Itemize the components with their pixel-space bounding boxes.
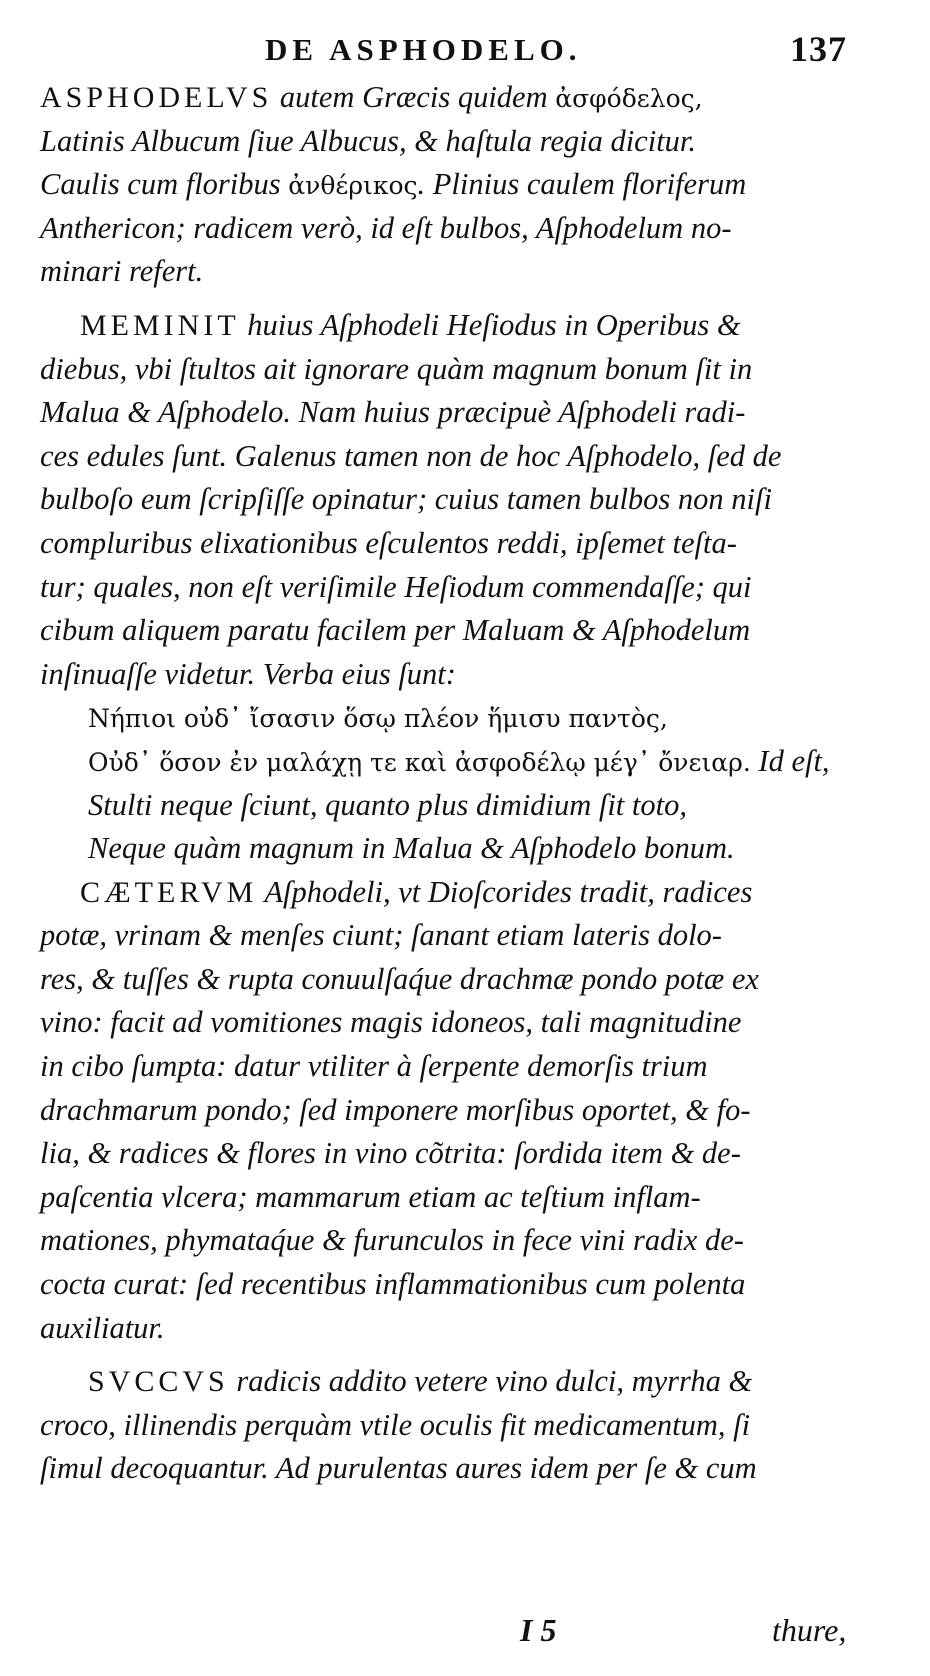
text-line (40, 696, 882, 740)
running-head (0, 28, 930, 78)
line-text: bulboſo eum ſcripſiſſe opinatur; cuius tamen bulbos non niſi (40, 482, 772, 517)
text-line (40, 435, 882, 479)
paragraph-gap (40, 294, 882, 304)
text-line (40, 478, 882, 522)
line-text: Anthericon; radicem verò, id eſt bulbos, Aſphodelum no- (40, 210, 732, 245)
text-line (40, 1089, 882, 1133)
paragraph-gap (40, 1350, 882, 1360)
text-line (40, 566, 882, 610)
text-line (40, 1447, 882, 1491)
text-line (40, 1307, 882, 1351)
text-line (40, 958, 882, 1002)
text-line (40, 1263, 882, 1307)
text-line (40, 914, 882, 958)
line-text: Stulti neque ſciunt, quanto plus dimidium ſit toto, (88, 787, 687, 822)
line-text: mationes, phymataq́ue & furunculos in fece vini radix de- (40, 1223, 744, 1258)
line-text: huius Aſphodeli Heſiodus in Operibus & (239, 307, 741, 342)
small-caps-opening: ASPHODELVS (40, 81, 273, 114)
text-line (40, 1360, 882, 1404)
text-line (40, 871, 882, 915)
text-line (40, 653, 882, 697)
text-line (40, 163, 882, 207)
line-text: ſimul decoquantur. Ad purulentas aures idem per ſe & cum (40, 1451, 757, 1486)
greek-text: Νήπιοι οὐδ᾽ ἴσασιν ὅσῳ πλέον ἥμισυ παντὸς, (88, 704, 668, 734)
text-line (40, 827, 882, 871)
running-title: DE ASPHODELO. (265, 32, 582, 67)
line-text: in cibo ſumpta: datur vtiliter à ſerpente demorſis trium (40, 1049, 708, 1084)
line-text: Caulis cum floribus (40, 167, 289, 202)
text-line (40, 207, 882, 251)
line-text: cibum aliquem paratu facilem per Maluam & Aſphodelum (40, 613, 751, 648)
line-text: diebus, vbi ſtultos ait ignorare quàm magnum bonum ſit in (40, 351, 753, 386)
body-text (40, 76, 882, 1491)
greek-text: Οὐδ᾽ ὅσον ἐν μαλάχῃ τε καὶ ἀσφοδέλῳ μέγ᾽ ὄνειαρ. (88, 747, 751, 777)
text-line (40, 740, 882, 784)
page-number: 137 (790, 29, 847, 69)
line-text: inſinuaſſe videtur. Verba eius ſunt: (40, 656, 456, 691)
line-text: Latinis Albucum ſiue Albucus, & haſtula regia dicitur. (40, 123, 697, 158)
line-text-continued: . Plinius caulem floriferum (417, 167, 747, 202)
line-text-continued: Id eſt, (750, 743, 830, 778)
line-text: croco, illinendis perquàm vtile oculis fit medicamentum, ſi (40, 1407, 751, 1442)
line-text: auxiliatur. (40, 1310, 165, 1345)
line-text: drachmarum pondo; ſed imponere morſibus oportet, & fo- (40, 1092, 751, 1127)
line-text: cocta curat: ſed recentibus inflammationibus cum polenta (40, 1267, 746, 1302)
text-line (40, 391, 882, 435)
text-line (40, 1176, 882, 1220)
text-line (40, 1001, 882, 1045)
text-line (40, 1219, 882, 1263)
small-caps-opening: SVCCVS (88, 1365, 229, 1399)
line-text: paſcentia vlcera; mammarum etiam ac teſtium inflam- (40, 1179, 701, 1214)
text-line (40, 120, 882, 164)
catchword: thure, (772, 1612, 847, 1648)
line-text: Aſphodeli, vt Dioſcorides tradit, radices (257, 874, 753, 909)
text-line (40, 1045, 882, 1089)
text-line (40, 609, 882, 653)
line-text: autem Græcis quidem (272, 80, 556, 114)
line-text: radicis addito vetere vino dulci, myrrha & (228, 1364, 753, 1399)
greek-text: ἀσφόδελος, (555, 84, 703, 113)
page-footer (520, 1612, 847, 1662)
line-text: Malua & Aſphodelo. Nam huius præcipuè Aſphodeli radi- (40, 395, 746, 430)
small-caps-opening: MEMINIT (80, 308, 240, 342)
text-line (40, 250, 882, 294)
line-text: ces edules ſunt. Galenus tamen non de hoc Aſphodelo, ſed de (40, 438, 782, 473)
line-text: potæ, vrinam & menſes ciunt; ſanant etiam lateris dolo- (40, 918, 722, 953)
text-line (40, 76, 882, 120)
line-text: minari refert. (40, 254, 204, 289)
line-text: lia, & radices & flores in vino cõtrita: ſordida item & de- (40, 1136, 741, 1171)
small-caps-opening: CÆTERVM (80, 875, 258, 909)
text-line (40, 784, 882, 828)
line-text: res, & tuſſes & rupta conuulſaq́ue drachmæ pondo potæ ex (40, 961, 759, 996)
text-line (40, 1404, 882, 1448)
text-line (40, 304, 882, 348)
line-text: vino: facit ad vomitiones magis idoneos, tali magnitudine (40, 1005, 742, 1040)
line-text: compluribus elixationibus eſculentos reddi, ipſemet teſta- (40, 525, 737, 560)
signature-mark: I 5 (520, 1612, 557, 1648)
text-line (40, 348, 882, 392)
line-text: tur; quales, non eſt veriſimile Heſiodum commendaſſe; qui (40, 569, 752, 604)
greek-text: ἀνθέρικος (288, 171, 418, 201)
line-text: Neque quàm magnum in Malua & Aſphodelo bonum. (88, 831, 735, 866)
text-line (40, 1132, 882, 1176)
text-line (40, 522, 882, 566)
